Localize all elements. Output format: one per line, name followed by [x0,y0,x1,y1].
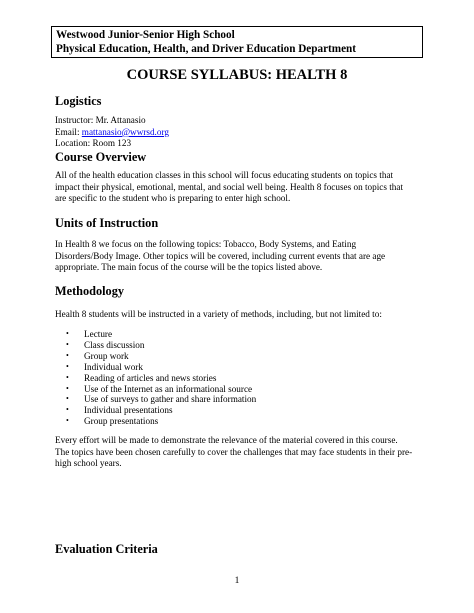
list-item: • Individual work [66,361,143,372]
closing-line: Every effort will be made to demonstrate the relevance of the material covered in this course. [55,435,398,445]
units-line: appropriate. The main focus of the course will be the topics listed above. [55,262,323,273]
methods-list [55,329,256,427]
logistics-heading: Logistics [55,94,102,108]
logistics-block [55,115,425,150]
list-item: • Use of the Internet as an informational source [66,383,253,394]
instructor-text: Instructor: Mr. Attanasio [55,115,146,125]
list-item: • Group work [66,350,129,361]
methodology-heading: Methodology [55,284,124,298]
bullet-icon: • [66,416,69,426]
overview-line: impact their physical, emotional, mental, and social well being. Health 8 focuses on topics that [55,181,404,192]
units-heading: Units of Instruction [55,216,159,230]
closing-line: high school years. [55,458,122,469]
bullet-icon: • [66,339,69,349]
list-item: • Lecture [66,329,113,339]
list-item: • Reading of articles and news stories [66,372,217,383]
overview-line: are specific to the student who is preparing to enter high school. [55,193,291,204]
bullet-icon: • [66,372,69,382]
page-number: 1 [234,576,240,586]
list-item: • Individual presentations [66,405,173,416]
closing-line: The topics have been chosen carefully to cover the challenges that may face students in their pre- [55,446,413,457]
school-header-box [51,26,423,58]
bullet-icon: • [66,405,69,415]
email-link[interactable]: mattanasio@wwrsd.org [81,126,169,137]
list-item: • Group presentations [66,416,159,427]
overview-line: All of the health education classes in this school will focus educating students on topics that [55,170,394,180]
school-name: Westwood Junior-Senior High School [56,29,235,41]
bullet-icon: • [66,329,69,338]
units-paragraph [55,239,425,274]
bullet-icon: • [66,394,69,404]
methodology-closing [55,435,425,470]
list-item: • Use of surveys to gather and share information [66,394,257,405]
evaluation-heading: Evaluation Criteria [55,542,158,556]
page-title: COURSE SYLLABUS: HEALTH 8 [126,67,348,83]
course-overview-heading: Course Overview [55,150,147,164]
course-overview-paragraph [55,170,425,205]
bullet-icon: • [66,383,69,393]
location-text: Location: Room 123 [55,138,132,149]
bullet-icon: • [66,350,69,360]
units-line: In Health 8 we focus on the following topics: Tobacco, Body Systems, and Eating [55,239,357,249]
bullet-icon: • [66,361,69,371]
email-label: Email: [55,126,82,137]
methodology-intro: Health 8 students will be instructed in a variety of methods, including, but not limited to: [55,309,382,319]
department-name: Physical Education, Health, and Driver Education Department [56,43,356,55]
email-line [55,127,425,139]
units-line: Disorders/Body Image. Other topics will be covered, including current events that are age [55,250,386,261]
list-item: • Class discussion [66,339,145,350]
